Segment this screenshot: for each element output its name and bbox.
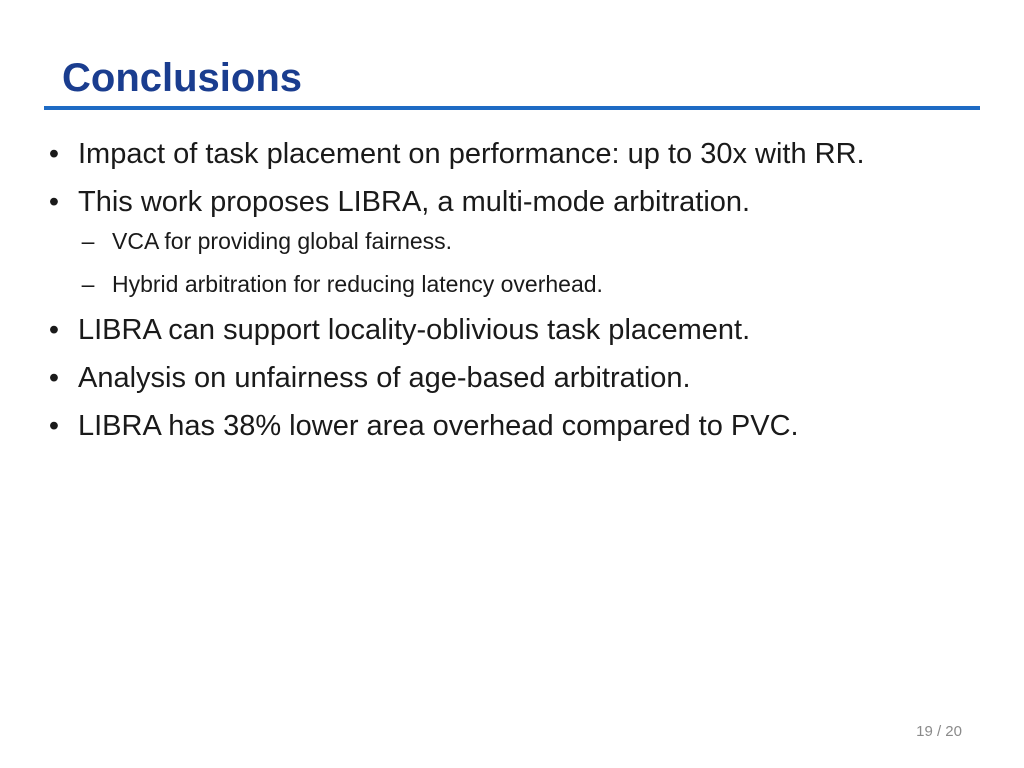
bullet-text: LIBRA has 38% lower area overhead compared to PVC. [78,410,799,442]
bullet-text: LIBRA can support locality-oblivious task placement. [78,314,751,346]
title-underline [44,106,980,110]
bullet-text: Analysis on unfairness of age-based arbitration. [78,362,691,394]
bullet-item [44,310,1014,350]
bullet-item [44,406,1014,446]
bullet-text: Impact of task placement on performance: up to 30x with RR. [78,138,865,170]
dash-icon: – [81,271,95,297]
bullet-icon: • [48,314,60,346]
bullet-icon: • [48,186,60,218]
sub-bullet-item [78,224,1014,258]
bullet-icon: • [48,138,60,170]
bullet-item [44,134,1014,174]
sub-bullet-list [78,224,1014,301]
bullet-text: This work proposes LIBRA, a multi-mode arbitration. [78,186,751,218]
bullet-item [44,182,1014,301]
bullet-icon: • [48,362,60,394]
sub-bullet-text: Hybrid arbitration for reducing latency overhead. [112,271,603,297]
sub-bullet-text: VCA for providing global fairness. [112,228,453,254]
bullet-list [44,134,1014,454]
sub-bullet-item [78,267,1014,301]
slide-title: Conclusions [62,56,303,100]
bullet-item [44,358,1014,398]
dash-icon: – [81,228,95,254]
bullet-icon: • [48,410,60,442]
page-number: 19 / 20 [916,723,962,740]
